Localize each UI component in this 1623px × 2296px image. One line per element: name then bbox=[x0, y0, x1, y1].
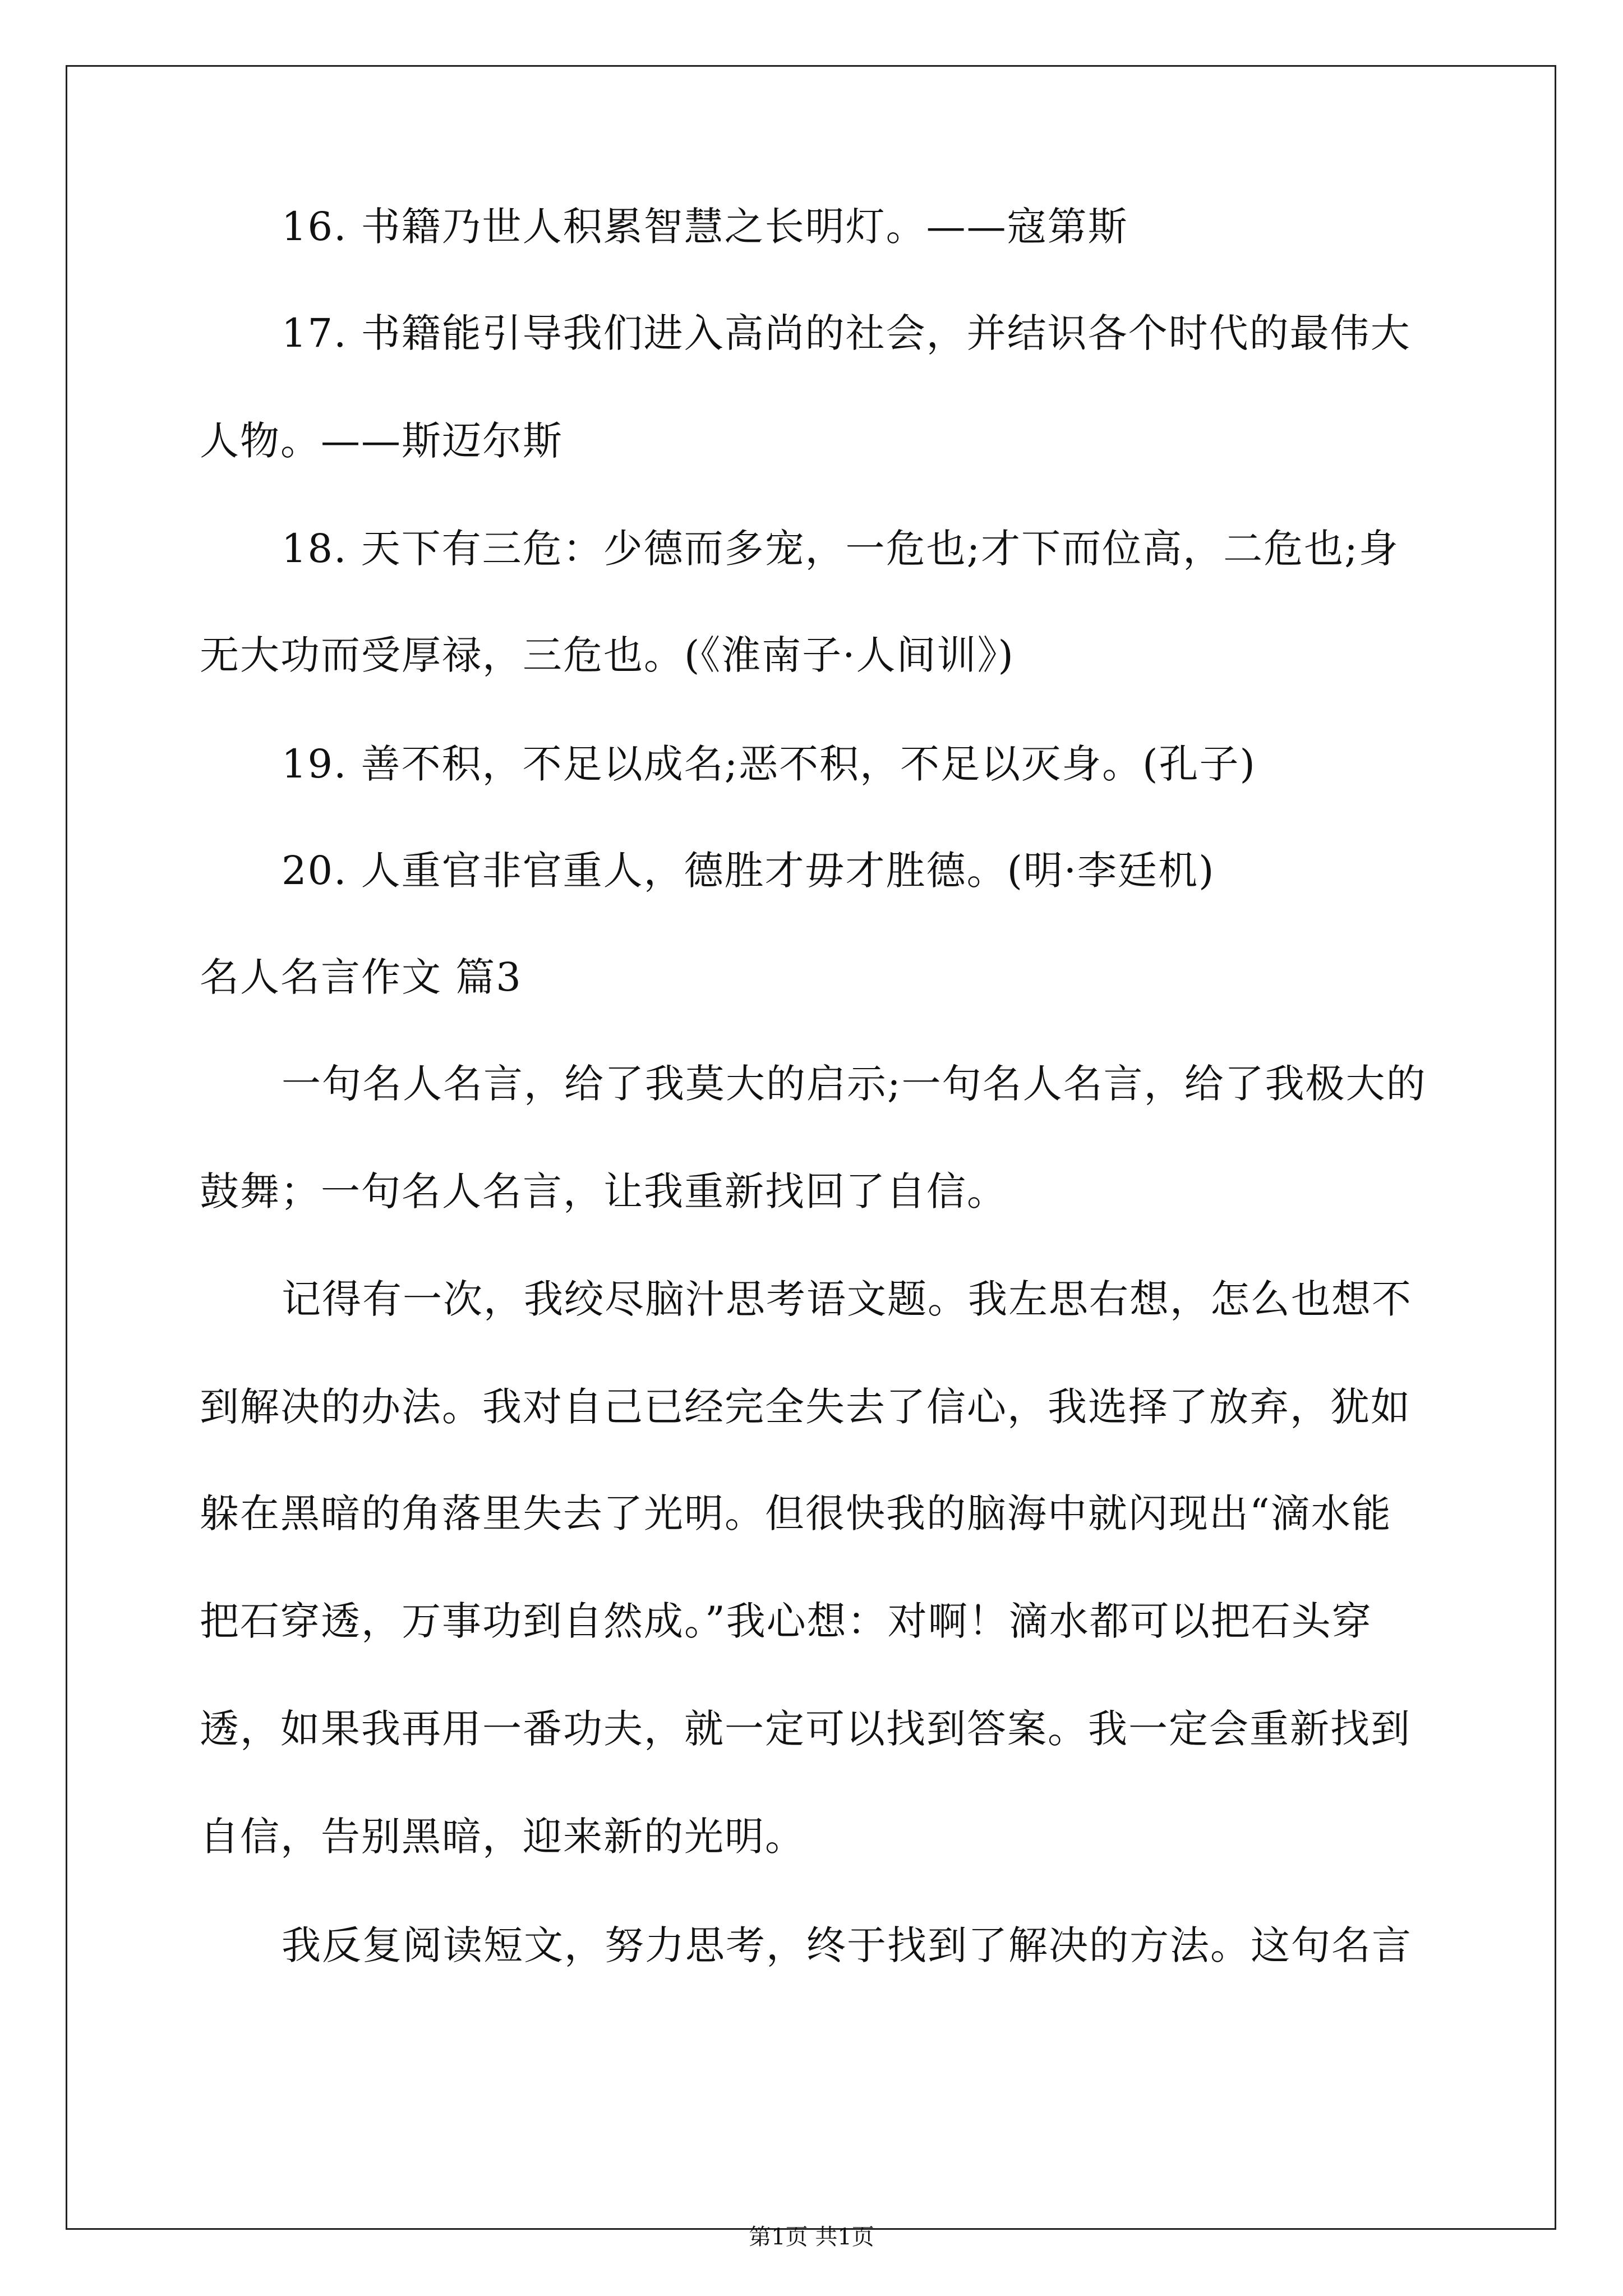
text-line: 无大功而受厚禄，三危也。(《淮南子·人间训》) bbox=[200, 632, 1015, 678]
text-line: 躲在黑暗的角落里失去了光明。但很快我的脑海中就闪现出“滴水能 bbox=[200, 1490, 1392, 1536]
text-line: 我反复阅读短文，努力思考，终于找到了解决的方法。这句名言 bbox=[282, 1922, 1412, 1968]
text-line: 19. 善不积，不足以成名;恶不积，不足以灭身。(孔子) bbox=[282, 741, 1256, 787]
text-line: 一句名人名言，给了我莫大的启示;一句名人名言，给了我极大的 bbox=[282, 1061, 1427, 1107]
text-line: 17. 书籍能引导我们进入高尚的社会，并结识各个时代的最伟大 bbox=[282, 310, 1411, 356]
text-line: 把石穿透，万事功到自然成。”我心想：对啊！滴水都可以把石头穿 bbox=[200, 1598, 1372, 1644]
page-footer: 第1页 共1页 bbox=[749, 2224, 874, 2250]
text-line: 18. 天下有三危：少德而多宠，一危也;才下而位高，二危也;身 bbox=[282, 526, 1399, 572]
text-line: 20. 人重官非官重人，德胜才毋才胜德。(明·李廷机) bbox=[282, 848, 1215, 894]
text-line: 自信，告别黑暗，迎来新的光明。 bbox=[200, 1814, 805, 1860]
text-line: 16. 书籍乃世人积累智慧之长明灯。——寇第斯 bbox=[282, 204, 1128, 250]
text-line: 鼓舞；一句名人名言，让我重新找回了自信。 bbox=[200, 1168, 1007, 1214]
text-line: 到解决的办法。我对自己已经完全失去了信心，我选择了放弃，犹如 bbox=[200, 1384, 1411, 1430]
section-heading: 名人名言作文 篇3 bbox=[200, 954, 522, 1000]
text-line: 记得有一次，我绞尽脑汁思考语文题。我左思右想，怎么也想不 bbox=[282, 1276, 1412, 1322]
text-line: 人物。——斯迈尔斯 bbox=[200, 418, 563, 464]
text-line: 透，如果我再用一番功夫，就一定可以找到答案。我一定会重新找到 bbox=[200, 1706, 1411, 1752]
